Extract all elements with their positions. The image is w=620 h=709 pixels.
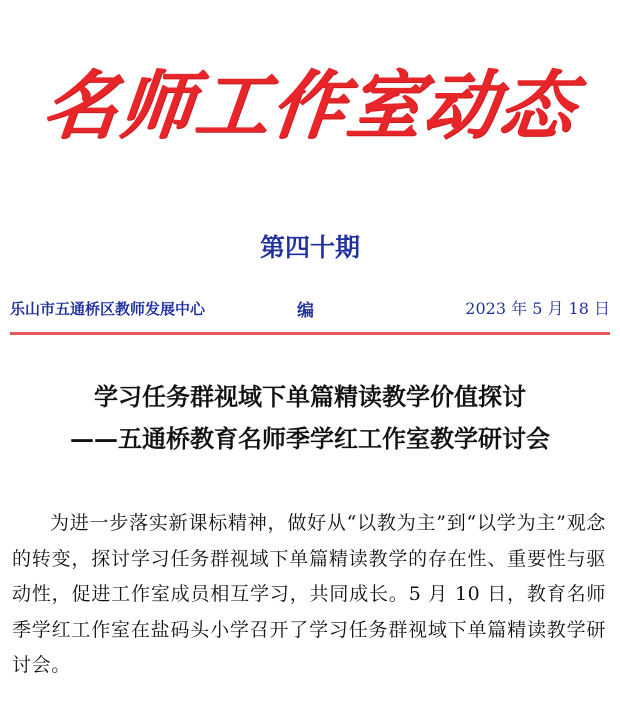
article-title-main: 学习任务群视域下单篇精读教学价值探讨 xyxy=(94,382,526,411)
header-divider xyxy=(10,332,610,335)
article-title-sub: ——五通桥教育名师季学红工作室教学研讨会 xyxy=(70,424,550,453)
publication-info xyxy=(10,292,610,322)
editor-mark: 编 xyxy=(297,301,314,321)
publication-date: 2023 年 5 月 18 日 xyxy=(465,299,610,318)
issue-number: 第四十期 xyxy=(259,233,360,262)
article-title xyxy=(0,376,620,460)
publisher-name: 乐山市五通桥区教师发展中心 xyxy=(10,300,206,318)
masthead xyxy=(0,40,620,160)
masthead-title: 名师工作室动态 xyxy=(38,63,580,149)
article-paragraph: 为进一步落实新课标精神，做好从“以教为主”到“以学为主”观念的转变，探讨学习任务群视域下单篇精读教学的存在性、重要性与驱动性，促进工作室成员相互学习，共同成长。5 月 10 日，教育名师季学红工作室在盐码头小学召开了学习任务群视域下单篇精读教学研讨会。 xyxy=(12,512,606,676)
